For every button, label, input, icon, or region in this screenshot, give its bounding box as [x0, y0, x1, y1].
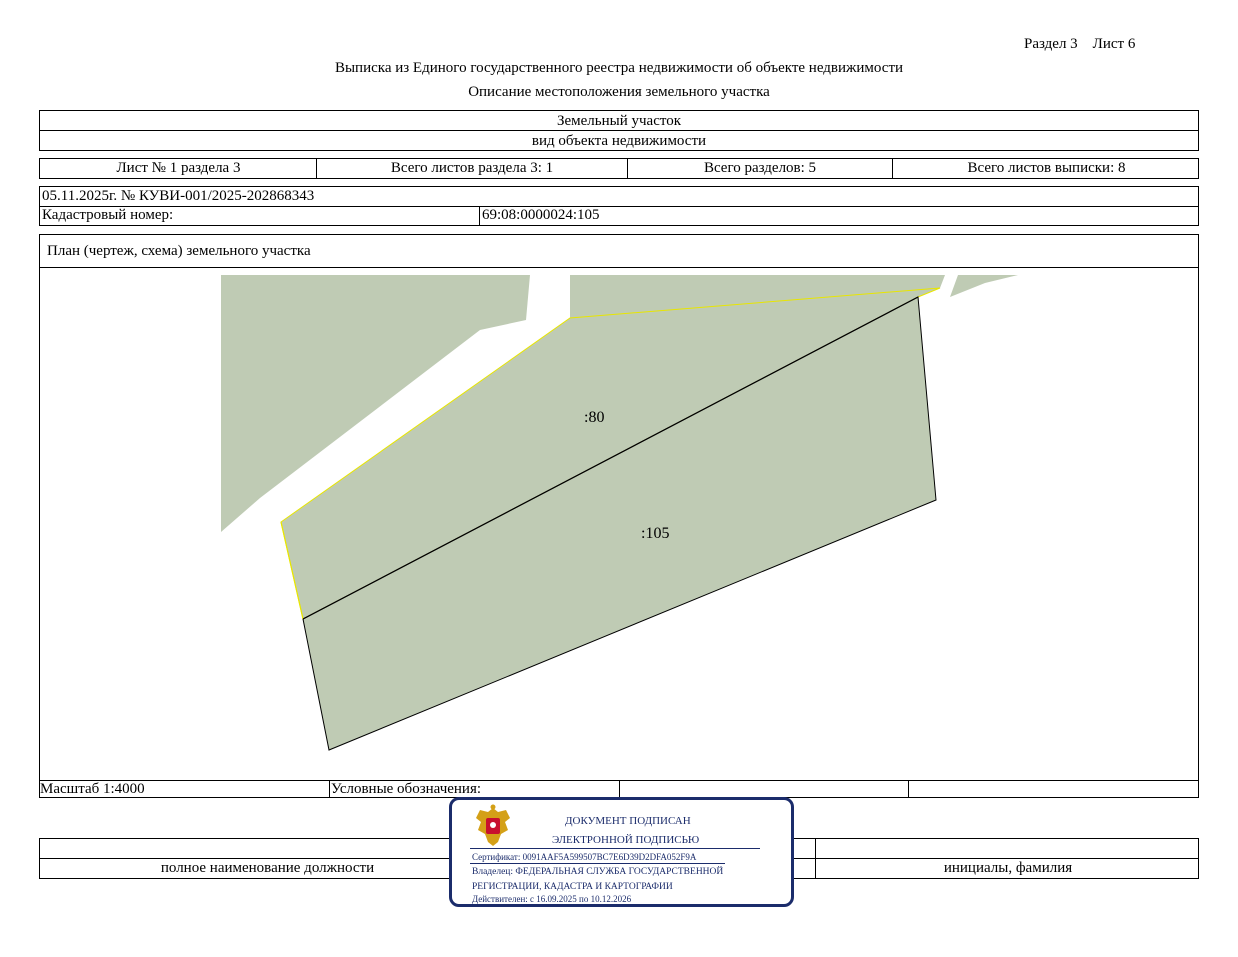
sheet-number: Лист № 1 раздела 3: [116, 160, 241, 176]
stamp-validity: Действителен: с 16.09.2025 по 10.12.2026: [472, 894, 632, 904]
divider: [329, 781, 330, 797]
document-subtitle: Описание местоположения земельного участка: [468, 84, 770, 100]
stamp-owner-1: Владелец: ФЕДЕРАЛЬНАЯ СЛУЖБА ГОСУДАРСТВЕННОЙ: [472, 867, 724, 877]
stamp-underline: [470, 863, 725, 864]
stamp-underline: [470, 848, 760, 849]
cadastral-number: 69:08:0000024:105: [482, 207, 600, 223]
electronic-signature-stamp: [449, 797, 794, 907]
coat-of-arms-icon: [472, 804, 514, 848]
parcel-label-80: :80: [584, 409, 605, 426]
date-number: 05.11.2025г. № КУВИ-001/2025-202868343: [42, 188, 315, 204]
parcel-label-105: :105: [641, 525, 670, 542]
stamp-certificate: Сертификат: 0091AAF5A599507BC7E6D39D2DFA052F9A: [472, 852, 697, 862]
cadastral-label: Кадастровый номер:: [42, 207, 174, 223]
stamp-line-1: ДОКУМЕНТ ПОДПИСАН: [565, 815, 691, 827]
sections-total: Всего разделов: 5: [703, 160, 817, 176]
section-sheets-total: Всего листов раздела 3: 1: [390, 160, 554, 176]
name-caption: инициалы, фамилия: [943, 860, 1073, 876]
plan-title: План (чертеж, схема) земельного участка: [47, 243, 311, 259]
section-sheet-label: Раздел 3 Лист 6: [1024, 36, 1136, 52]
scale-legend-row: [39, 780, 1199, 798]
legend-label: Условные обозначения:: [331, 781, 482, 797]
divider: [908, 781, 909, 797]
stamp-line-2: ЭЛЕКТРОННОЙ ПОДПИСЬЮ: [552, 834, 700, 846]
scale-label: Масштаб 1:4000: [40, 781, 145, 797]
document-title: Выписка из Единого государственного реестра недвижимости об объекте недвижимости: [334, 60, 904, 76]
stamp-owner-2: РЕГИСТРАЦИИ, КАДАСТРА И КАРТОГРАФИИ: [472, 882, 673, 892]
extract-sheets-total: Всего листов выписки: 8: [967, 160, 1126, 176]
object-type: Земельный участок: [556, 113, 682, 129]
object-type-caption: вид объекта недвижимости: [531, 133, 707, 149]
position-caption: полное наименование должности: [160, 860, 375, 876]
divider: [619, 781, 620, 797]
